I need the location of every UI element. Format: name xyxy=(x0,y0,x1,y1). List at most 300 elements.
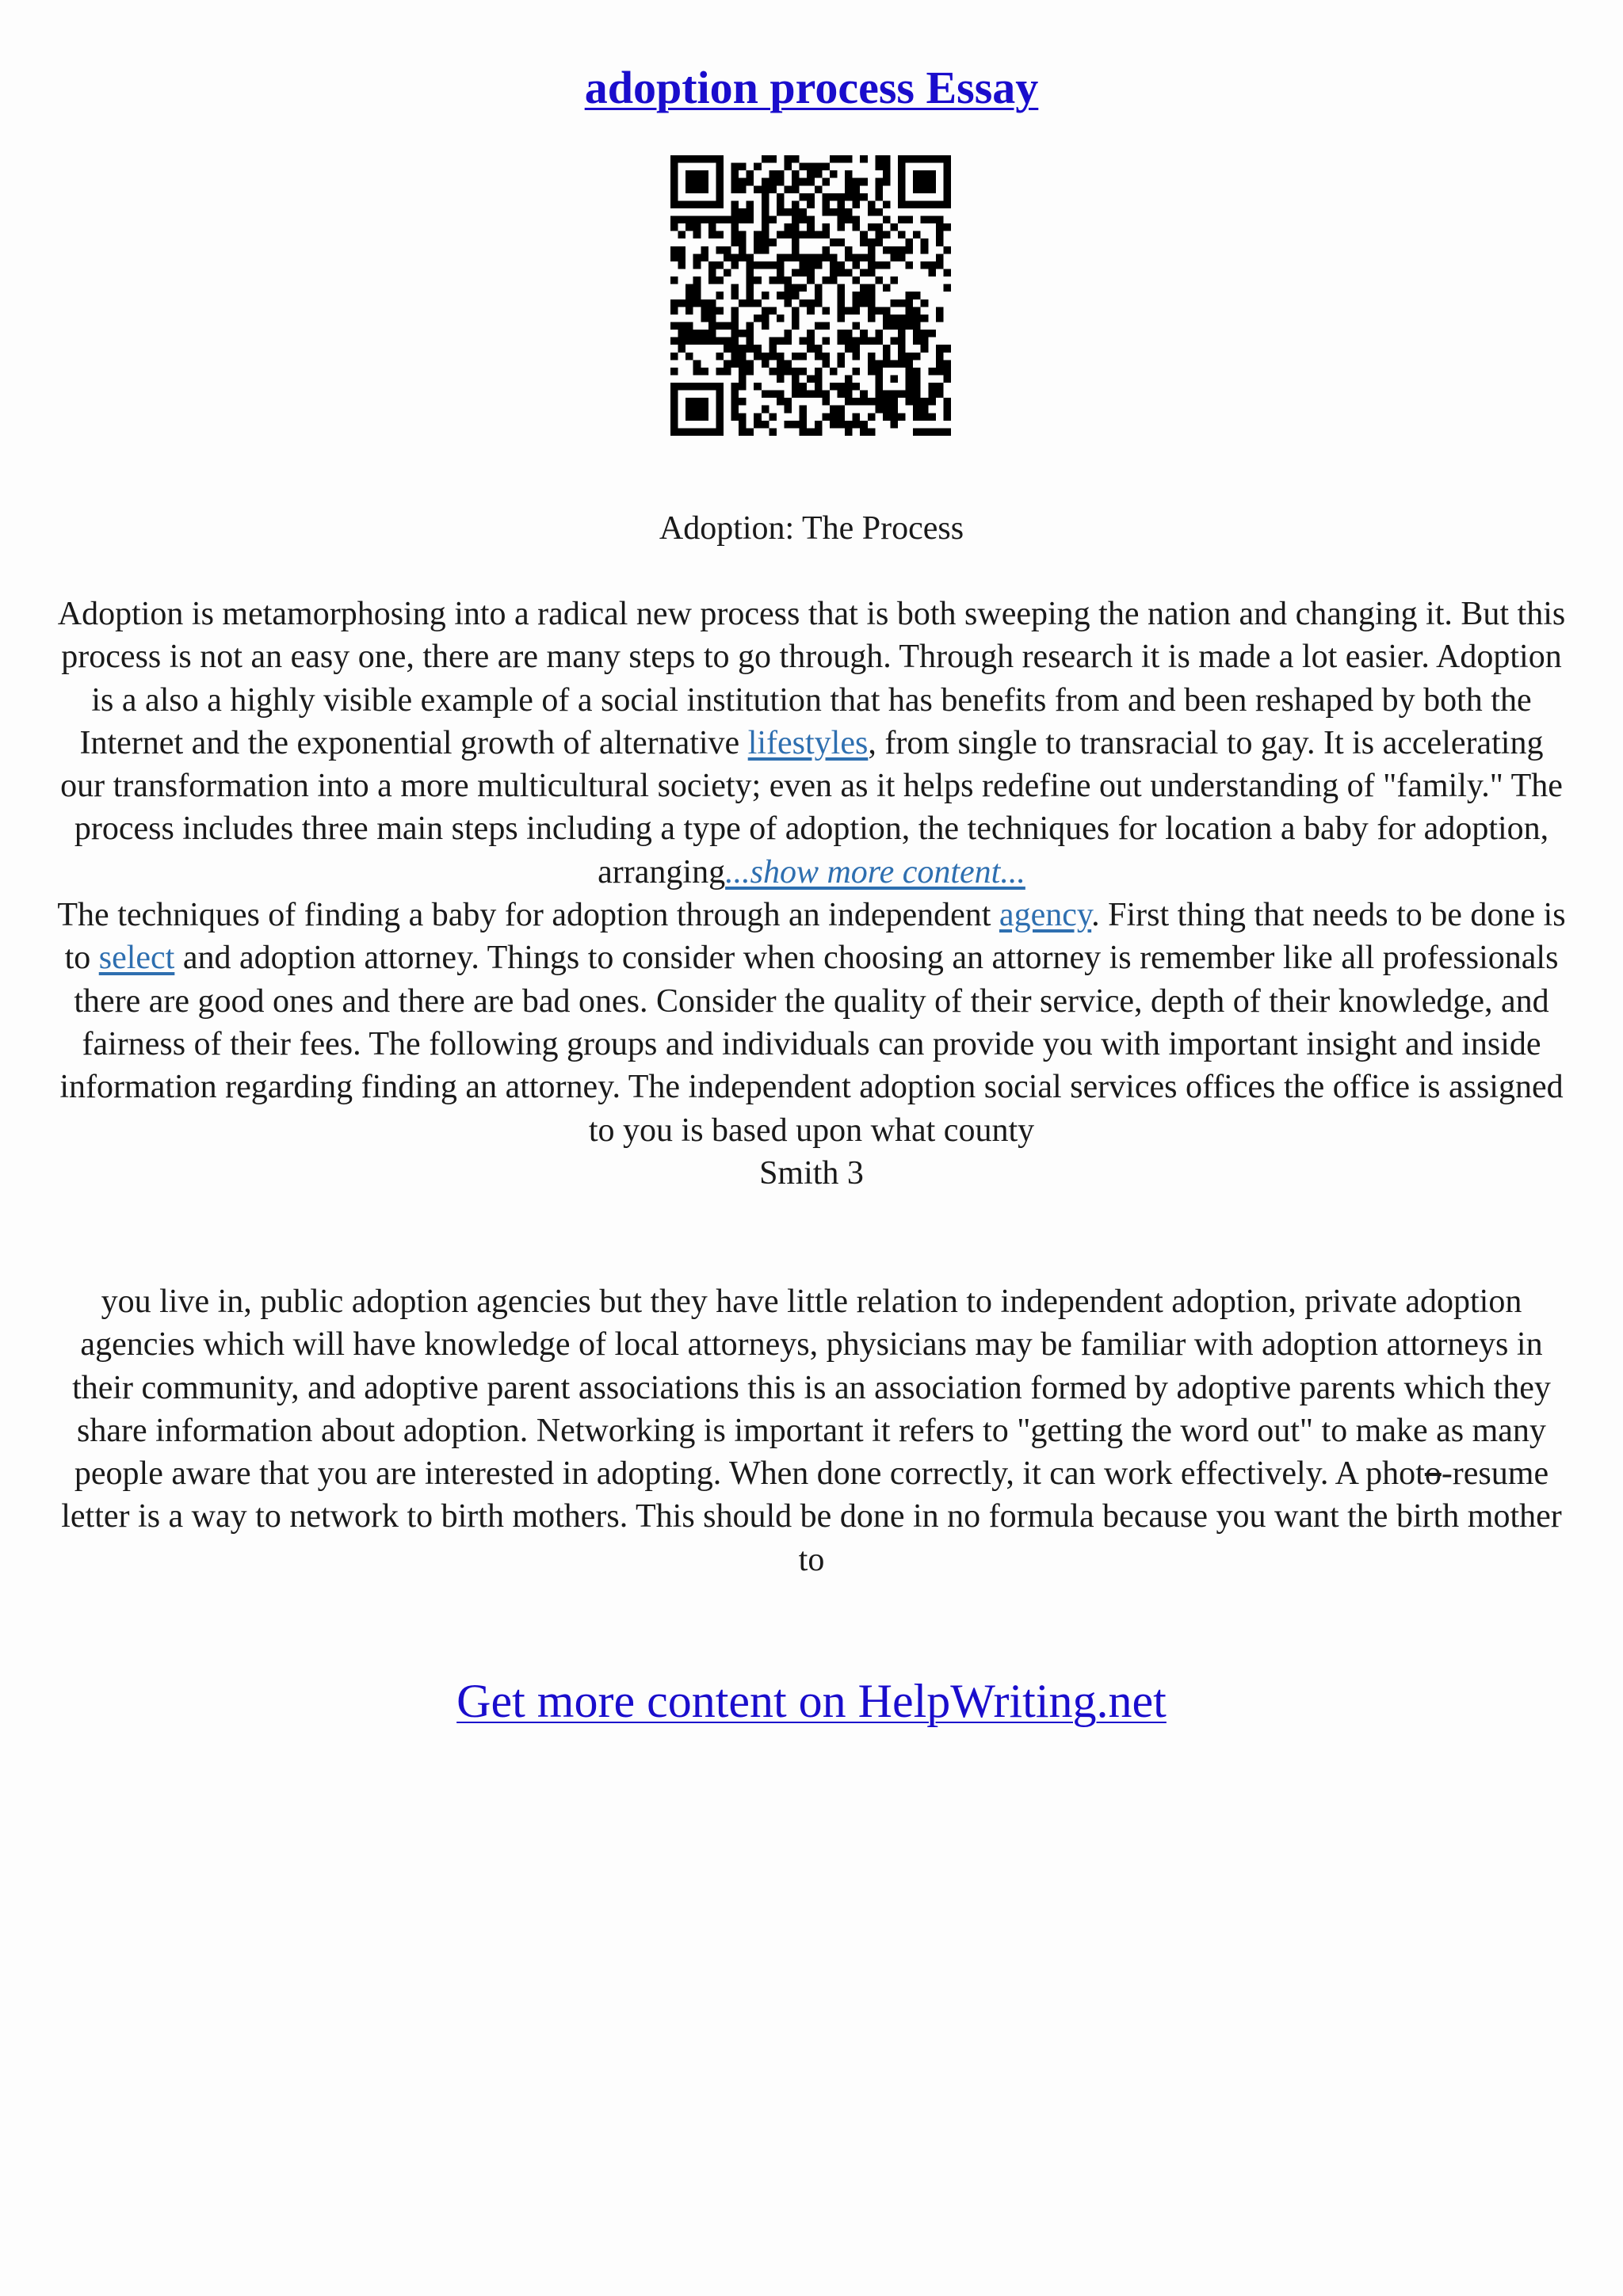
qr-module xyxy=(785,330,792,338)
qr-module xyxy=(731,338,739,345)
qr-module xyxy=(837,353,845,360)
qr-module xyxy=(943,200,951,208)
qr-module xyxy=(739,231,747,239)
qr-module xyxy=(747,360,754,368)
qr-module xyxy=(807,269,815,277)
qr-module xyxy=(701,200,708,208)
qr-module xyxy=(747,292,754,299)
qr-module xyxy=(731,170,739,178)
qr-module xyxy=(685,216,693,224)
qr-module xyxy=(898,193,906,201)
qr-module xyxy=(853,299,861,307)
qr-module xyxy=(777,269,785,277)
qr-module xyxy=(785,185,792,193)
qr-module xyxy=(807,338,815,345)
qr-module xyxy=(883,353,891,360)
qr-module xyxy=(845,178,853,186)
qr-module xyxy=(890,421,898,429)
qr-module xyxy=(815,170,823,178)
qr-module xyxy=(868,353,876,360)
qr-module xyxy=(731,360,739,368)
qr-module xyxy=(685,428,693,436)
qr-module xyxy=(716,338,724,345)
qr-module xyxy=(853,178,861,186)
qr-module xyxy=(800,178,808,186)
qr-module xyxy=(875,193,883,201)
qr-module xyxy=(693,254,701,261)
qr-module xyxy=(913,322,921,330)
qr-module xyxy=(898,391,906,399)
qr-module xyxy=(785,292,792,299)
qr-module xyxy=(837,391,845,399)
title-link[interactable]: adoption process Essay xyxy=(584,62,1039,113)
qr-module xyxy=(921,330,929,338)
qr-module xyxy=(890,322,898,330)
qr-module xyxy=(708,315,716,322)
qr-module xyxy=(890,360,898,368)
qr-module xyxy=(762,155,769,163)
qr-module xyxy=(837,284,845,292)
qr-module xyxy=(670,413,678,421)
qr-module xyxy=(769,178,777,186)
qr-module xyxy=(747,178,754,186)
qr-module xyxy=(815,375,823,383)
qr-module xyxy=(898,170,906,178)
qr-module xyxy=(785,398,792,406)
qr-module xyxy=(837,406,845,414)
select-link[interactable]: select xyxy=(98,940,175,977)
qr-module xyxy=(800,391,808,399)
qr-module xyxy=(670,353,678,360)
qr-module xyxy=(928,368,936,376)
paragraph-text: The techniques of finding a baby for adoption through an independent xyxy=(57,897,999,934)
qr-module xyxy=(913,307,921,315)
qr-module xyxy=(701,368,708,376)
qr-module xyxy=(913,338,921,345)
qr-module xyxy=(815,261,823,269)
qr-module xyxy=(936,155,944,163)
qr-module xyxy=(898,200,906,208)
qr-module xyxy=(883,200,891,208)
agency-link[interactable]: agency xyxy=(999,897,1092,934)
qr-module xyxy=(747,330,754,338)
qr-module xyxy=(853,338,861,345)
qr-module xyxy=(906,238,914,246)
qr-module xyxy=(678,216,686,224)
qr-module xyxy=(762,353,769,360)
qr-module xyxy=(837,155,845,163)
qr-module xyxy=(860,299,868,307)
qr-module xyxy=(739,345,747,353)
qr-module xyxy=(693,223,701,231)
qr-module xyxy=(785,368,792,376)
qr-module xyxy=(875,185,883,193)
qr-module xyxy=(913,185,921,193)
qr-module xyxy=(762,261,769,269)
qr-module xyxy=(875,208,883,216)
qr-module xyxy=(670,254,678,261)
qr-module xyxy=(716,383,724,391)
qr-module xyxy=(777,200,785,208)
qr-module xyxy=(807,193,815,201)
qr-module xyxy=(762,231,769,239)
qr-module xyxy=(845,398,853,406)
paragraph-text: and adoption attorney. Things to consider when choosing an attorney is remember like all professionals there are good ones and there are bad ones. Consider the quality of their service, depth of their knowledge, and fairness of their fees. The following groups and individuals can provide you with important insight and inside information regarding finding an attorney. The independent adoption social services offices the office is assigned to you is based upon what county xyxy=(59,940,1564,1149)
qr-module xyxy=(830,193,838,201)
qr-module xyxy=(830,261,838,269)
qr-module xyxy=(800,193,808,201)
qr-module xyxy=(845,307,853,315)
qr-module xyxy=(943,178,951,186)
qr-module xyxy=(936,428,944,436)
qr-module xyxy=(777,231,785,239)
qr-module xyxy=(875,155,883,163)
qr-module xyxy=(693,398,701,406)
qr-module xyxy=(906,398,914,406)
qr-module xyxy=(731,353,739,360)
qr-module xyxy=(807,330,815,338)
qr-module xyxy=(837,261,845,269)
footer-link[interactable]: Get more content on HelpWriting.net xyxy=(456,1675,1167,1727)
qr-module xyxy=(868,428,876,436)
qr-module xyxy=(777,353,785,360)
essay-paragraph-2 xyxy=(55,1280,1568,1581)
qr-module xyxy=(739,299,747,307)
qr-module xyxy=(747,368,754,376)
qr-module xyxy=(785,421,792,429)
qr-module xyxy=(670,338,678,345)
qr-module xyxy=(716,428,724,436)
qr-module xyxy=(913,200,921,208)
qr-module xyxy=(670,246,678,254)
qr-module xyxy=(936,345,944,353)
qr-module xyxy=(701,338,708,345)
qr-module xyxy=(754,185,762,193)
qr-module xyxy=(906,360,914,368)
qr-module xyxy=(921,345,929,353)
qr-module xyxy=(928,155,936,163)
qr-module xyxy=(868,246,876,254)
qr-module xyxy=(693,330,701,338)
qr-module xyxy=(913,231,921,239)
qr-module xyxy=(875,368,883,376)
qr-module xyxy=(807,231,815,239)
qr-module xyxy=(747,277,754,284)
qr-module xyxy=(708,307,716,315)
qr-module xyxy=(769,277,777,284)
qr-module xyxy=(724,246,731,254)
qr-module xyxy=(800,338,808,345)
qr-module xyxy=(943,170,951,178)
qr-module xyxy=(792,208,800,216)
qr-module xyxy=(716,322,724,330)
qr-module xyxy=(693,170,701,178)
qr-module xyxy=(769,155,777,163)
qr-module xyxy=(785,208,792,216)
qr-module xyxy=(815,163,823,171)
qr-module xyxy=(693,231,701,239)
qr-module xyxy=(898,231,906,239)
qr-module xyxy=(906,315,914,322)
qr-module xyxy=(739,185,747,193)
qr-module xyxy=(678,200,686,208)
qr-module xyxy=(739,246,747,254)
qr-module xyxy=(921,315,929,322)
qr-module xyxy=(868,338,876,345)
qr-module xyxy=(724,216,731,224)
qr-module xyxy=(747,208,754,216)
qr-module xyxy=(785,299,792,307)
qr-module xyxy=(807,307,815,315)
qr-module xyxy=(807,200,815,208)
qr-module xyxy=(860,178,868,186)
qr-module xyxy=(800,428,808,436)
qr-module xyxy=(898,178,906,186)
qr-module xyxy=(693,413,701,421)
qr-module xyxy=(693,261,701,269)
qr-module xyxy=(769,261,777,269)
qr-module xyxy=(716,413,724,421)
qr-module xyxy=(800,299,808,307)
qr-module xyxy=(731,406,739,414)
page-marker: Smith 3 xyxy=(759,1154,864,1192)
qr-module xyxy=(800,254,808,261)
qr-module xyxy=(853,254,861,261)
paragraph-text: , from single to transracial to gay. It is accelerating our transformation into a more multicultural society; even as it helps redefine out understanding of "family." The process includes three main steps including a type of adoption, the techniques for location a baby for adoption, arranging xyxy=(60,724,1563,891)
qr-module xyxy=(906,246,914,254)
qr-module xyxy=(670,383,678,391)
qr-module xyxy=(678,246,686,254)
qr-module xyxy=(921,178,929,186)
qr-module xyxy=(928,398,936,406)
qr-module xyxy=(716,200,724,208)
qr-module xyxy=(890,375,898,383)
qr-module xyxy=(883,398,891,406)
qr-module xyxy=(792,322,800,330)
qr-module xyxy=(807,277,815,284)
qr-module xyxy=(800,421,808,429)
qr-module xyxy=(860,428,868,436)
qr-module xyxy=(807,375,815,383)
qr-module xyxy=(762,193,769,201)
qr-module xyxy=(898,330,906,338)
qr-module xyxy=(875,307,883,315)
qr-module xyxy=(898,413,906,421)
qr-module xyxy=(837,338,845,345)
qr-module xyxy=(792,307,800,315)
qr-module xyxy=(701,178,708,186)
qr-module xyxy=(739,238,747,246)
qr-module xyxy=(845,216,853,224)
qr-module xyxy=(822,307,830,315)
struck-text: o xyxy=(1424,1455,1442,1493)
qr-module xyxy=(747,428,754,436)
qr-module xyxy=(716,193,724,201)
qr-module xyxy=(883,178,891,186)
qr-module xyxy=(762,178,769,186)
qr-module xyxy=(906,261,914,269)
qr-module xyxy=(769,391,777,399)
qr-module xyxy=(678,254,686,261)
qr-module xyxy=(716,261,724,269)
qr-module xyxy=(928,216,936,224)
qr-module xyxy=(921,338,929,345)
qr-module xyxy=(845,375,853,383)
qr-module xyxy=(822,413,830,421)
qr-module xyxy=(943,375,951,383)
qr-module xyxy=(685,155,693,163)
qr-module xyxy=(883,246,891,254)
qr-module xyxy=(943,269,951,277)
qr-module xyxy=(868,238,876,246)
qr-module xyxy=(815,231,823,239)
qr-module xyxy=(739,330,747,338)
qr-module xyxy=(785,338,792,345)
qr-module xyxy=(853,261,861,269)
qr-module xyxy=(777,398,785,406)
qr-module xyxy=(853,413,861,421)
qr-module xyxy=(785,155,792,163)
qr-module xyxy=(890,315,898,322)
qr-module xyxy=(678,345,686,353)
qr-module xyxy=(921,185,929,193)
qr-code-icon xyxy=(670,155,951,436)
qr-module xyxy=(754,383,762,391)
qr-module xyxy=(777,368,785,376)
qr-module xyxy=(943,185,951,193)
qr-module xyxy=(906,375,914,383)
qr-module xyxy=(845,338,853,345)
qr-module xyxy=(708,200,716,208)
qr-module xyxy=(670,277,678,284)
qr-module xyxy=(670,216,678,224)
qr-module xyxy=(837,208,845,216)
qr-module xyxy=(670,155,678,163)
qr-module xyxy=(913,292,921,299)
qr-module xyxy=(815,284,823,292)
qr-module xyxy=(906,216,914,224)
qr-module xyxy=(898,155,906,163)
qr-module xyxy=(883,315,891,322)
qr-module xyxy=(693,406,701,414)
qr-module xyxy=(936,261,944,269)
qr-module xyxy=(906,307,914,315)
qr-module xyxy=(708,299,716,307)
qr-module xyxy=(800,284,808,292)
qr-module xyxy=(936,307,944,315)
qr-module xyxy=(875,223,883,231)
qr-module xyxy=(678,322,686,330)
qr-module xyxy=(800,216,808,224)
qr-module xyxy=(716,421,724,429)
qr-module xyxy=(785,277,792,284)
qr-module xyxy=(670,170,678,178)
qr-module xyxy=(754,163,762,171)
qr-module xyxy=(731,254,739,261)
qr-module xyxy=(853,277,861,284)
qr-module xyxy=(777,338,785,345)
qr-module xyxy=(830,238,838,246)
qr-module xyxy=(792,216,800,224)
qr-module xyxy=(678,383,686,391)
qr-module xyxy=(822,231,830,239)
qr-module xyxy=(913,353,921,360)
qr-module xyxy=(815,383,823,391)
qr-module xyxy=(853,185,861,193)
qr-module xyxy=(875,360,883,368)
qr-module xyxy=(685,200,693,208)
qr-module xyxy=(754,353,762,360)
qr-module xyxy=(928,269,936,277)
qr-module xyxy=(800,208,808,216)
qr-module xyxy=(913,406,921,414)
qr-module xyxy=(708,216,716,224)
qr-module xyxy=(845,345,853,353)
qr-module xyxy=(943,360,951,368)
qr-module xyxy=(800,163,808,171)
qr-module xyxy=(701,406,708,414)
qr-module xyxy=(792,200,800,208)
show-more-link[interactable]: ...show more content... xyxy=(725,853,1025,891)
qr-module xyxy=(807,391,815,399)
qr-module xyxy=(731,200,739,208)
qr-module xyxy=(928,200,936,208)
qr-module xyxy=(807,299,815,307)
qr-module xyxy=(860,284,868,292)
qr-module xyxy=(747,338,754,345)
qr-module xyxy=(853,353,861,360)
qr-module xyxy=(739,375,747,383)
qr-module xyxy=(815,368,823,376)
qr-module xyxy=(845,269,853,277)
qr-module xyxy=(785,284,792,292)
qr-module xyxy=(762,391,769,399)
qr-module xyxy=(943,246,951,254)
qr-module xyxy=(868,254,876,261)
qr-module xyxy=(708,277,716,284)
qr-module xyxy=(807,178,815,186)
qr-module xyxy=(792,246,800,254)
qr-module xyxy=(777,254,785,261)
qr-module xyxy=(853,200,861,208)
qr-module xyxy=(754,238,762,246)
qr-module xyxy=(693,284,701,292)
qr-module xyxy=(845,330,853,338)
qr-module xyxy=(883,360,891,368)
qr-module xyxy=(822,338,830,345)
qr-module xyxy=(860,269,868,277)
qr-module xyxy=(860,231,868,239)
qr-module xyxy=(724,254,731,261)
qr-module xyxy=(936,315,944,322)
qr-module xyxy=(754,299,762,307)
qr-module xyxy=(762,307,769,315)
qr-module xyxy=(754,413,762,421)
qr-module xyxy=(936,360,944,368)
qr-module xyxy=(731,261,739,269)
qr-module xyxy=(792,353,800,360)
qr-module xyxy=(739,208,747,216)
qr-module xyxy=(830,383,838,391)
qr-module xyxy=(807,163,815,171)
qr-module xyxy=(928,330,936,338)
qr-module xyxy=(747,254,754,261)
qr-module xyxy=(716,185,724,193)
lifestyles-link[interactable]: lifestyles xyxy=(747,724,869,761)
qr-module xyxy=(708,330,716,338)
qr-module xyxy=(853,193,861,201)
qr-module xyxy=(716,178,724,186)
